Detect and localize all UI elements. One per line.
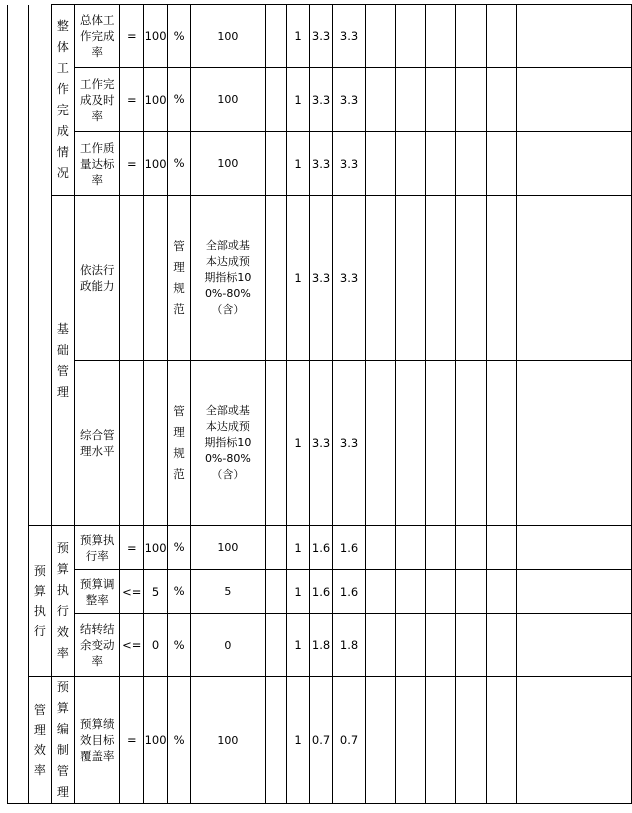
empty-cell <box>365 677 395 804</box>
unit-cell: 管理规范 <box>167 196 190 361</box>
empty-cell <box>365 132 395 196</box>
empty-cell <box>426 132 456 196</box>
empty-cell <box>426 614 456 677</box>
score-cell: 3.3 <box>333 5 366 68</box>
level2-cell: 基础管理 <box>51 196 74 526</box>
weight-cell: 1 <box>287 196 309 361</box>
indicator-name: 总体工作完成率 <box>74 5 119 68</box>
level1-cell: 预算执行 <box>28 526 51 677</box>
empty-cell <box>265 5 287 68</box>
empty-cell <box>395 526 426 570</box>
empty-cell <box>486 132 517 196</box>
standard-cell: 100 <box>191 526 266 570</box>
table-row <box>8 132 632 196</box>
indicator-name: 工作完成及时率 <box>74 68 119 132</box>
empty-cell <box>426 68 456 132</box>
score-cell: 3.3 <box>333 361 366 526</box>
empty-cell <box>486 614 517 677</box>
empty-cell <box>365 361 395 526</box>
empty-cell <box>395 570 426 614</box>
standard-cell: 100 <box>191 132 266 196</box>
target-value-cell: 100 <box>144 132 168 196</box>
operator-cell: = <box>120 5 144 68</box>
weight-cell: 1 <box>287 361 309 526</box>
empty-cell <box>426 570 456 614</box>
empty-cell <box>426 5 456 68</box>
empty-cell <box>517 361 632 526</box>
empty-cell <box>456 570 487 614</box>
table-row <box>8 196 632 361</box>
unit-cell: % <box>167 132 190 196</box>
weight-cell: 1 <box>287 5 309 68</box>
empty-cell <box>395 68 426 132</box>
indicator-name: 预算调整率 <box>74 570 119 614</box>
empty-cell <box>365 526 395 570</box>
indicator-name: 依法行政能力 <box>74 196 119 361</box>
standard-cell: 全部或基本达成预期指标100%-80%（含） <box>191 196 266 361</box>
empty-cell <box>517 526 632 570</box>
empty-cell <box>486 570 517 614</box>
empty-cell <box>456 526 487 570</box>
score-cell: 3.3 <box>309 196 333 361</box>
score-cell: 1.6 <box>309 570 333 614</box>
score-cell: 0.7 <box>333 677 366 804</box>
empty-cell <box>365 614 395 677</box>
score-cell: 1.8 <box>309 614 333 677</box>
empty-cell <box>395 132 426 196</box>
empty-cell <box>395 196 426 361</box>
empty-cell <box>265 570 287 614</box>
empty-cell <box>365 196 395 361</box>
target-value-cell: 5 <box>144 570 168 614</box>
level1-cell <box>28 5 51 526</box>
empty-cell <box>456 68 487 132</box>
indicator-name: 工作质量达标率 <box>74 132 119 196</box>
operator-cell: = <box>120 132 144 196</box>
empty-cell <box>395 614 426 677</box>
score-cell: 3.3 <box>333 68 366 132</box>
score-cell: 1.6 <box>333 526 366 570</box>
empty-cell <box>456 614 487 677</box>
weight-cell: 1 <box>287 570 309 614</box>
empty-cell <box>456 361 487 526</box>
empty-cell <box>486 526 517 570</box>
score-cell: 3.3 <box>333 196 366 361</box>
empty-cell <box>365 68 395 132</box>
empty-cell <box>456 132 487 196</box>
standard-cell: 100 <box>191 677 266 804</box>
empty-cell <box>517 570 632 614</box>
indicator-name: 预算绩效目标覆盖率 <box>74 677 119 804</box>
standard-cell: 0 <box>191 614 266 677</box>
score-cell: 3.3 <box>309 361 333 526</box>
empty-cell <box>265 614 287 677</box>
weight-cell: 1 <box>287 526 309 570</box>
empty-cell <box>517 68 632 132</box>
operator-cell <box>120 196 144 361</box>
empty-cell <box>395 5 426 68</box>
empty-cell <box>517 132 632 196</box>
score-cell: 1.8 <box>333 614 366 677</box>
standard-cell: 5 <box>191 570 266 614</box>
empty-cell <box>486 5 517 68</box>
outer-category-cell <box>8 5 29 804</box>
empty-cell <box>395 361 426 526</box>
unit-cell: % <box>167 614 190 677</box>
indicator-name: 预算执行率 <box>74 526 119 570</box>
standard-cell: 100 <box>191 5 266 68</box>
level2-cell: 整体工作完成情况 <box>51 5 74 196</box>
score-cell: 1.6 <box>333 570 366 614</box>
score-cell: 3.3 <box>309 132 333 196</box>
empty-cell <box>486 677 517 804</box>
empty-cell <box>517 614 632 677</box>
operator-cell: = <box>120 677 144 804</box>
score-cell: 1.6 <box>309 526 333 570</box>
operator-cell: <= <box>120 570 144 614</box>
empty-cell <box>365 5 395 68</box>
indicator-name: 综合管理水平 <box>74 361 119 526</box>
empty-cell <box>426 677 456 804</box>
level2-cell: 预算执行效率 <box>51 526 74 677</box>
target-value-cell: 100 <box>144 5 168 68</box>
empty-cell <box>486 361 517 526</box>
unit-cell: % <box>167 5 190 68</box>
table-row <box>8 677 632 804</box>
operator-cell: <= <box>120 614 144 677</box>
empty-cell <box>486 68 517 132</box>
empty-cell <box>517 5 632 68</box>
empty-cell <box>426 526 456 570</box>
weight-cell: 1 <box>287 614 309 677</box>
score-cell: 3.3 <box>333 132 366 196</box>
empty-cell <box>265 196 287 361</box>
indicator-name: 结转结余变动率 <box>74 614 119 677</box>
operator-cell: = <box>120 526 144 570</box>
performance-indicator-table <box>7 4 632 804</box>
table-row <box>8 68 632 132</box>
table-row <box>8 526 632 570</box>
empty-cell <box>265 132 287 196</box>
score-cell: 0.7 <box>309 677 333 804</box>
unit-cell: % <box>167 68 190 132</box>
empty-cell <box>265 361 287 526</box>
level2-cell: 预算编制管理 <box>51 677 74 804</box>
score-cell: 3.3 <box>309 5 333 68</box>
empty-cell <box>395 677 426 804</box>
table-row <box>8 570 632 614</box>
empty-cell <box>265 68 287 132</box>
empty-cell <box>517 196 632 361</box>
weight-cell: 1 <box>287 677 309 804</box>
empty-cell <box>517 677 632 804</box>
table-row <box>8 614 632 677</box>
score-cell: 3.3 <box>309 68 333 132</box>
target-value-cell <box>144 361 168 526</box>
table-row <box>8 361 632 526</box>
standard-cell: 全部或基本达成预期指标100%-80%（含） <box>191 361 266 526</box>
operator-cell <box>120 361 144 526</box>
empty-cell <box>456 196 487 361</box>
empty-cell <box>426 196 456 361</box>
operator-cell: = <box>120 68 144 132</box>
unit-cell: 管理规范 <box>167 361 190 526</box>
table-row <box>8 5 632 68</box>
weight-cell: 1 <box>287 68 309 132</box>
level1-cell: 管理效率 <box>28 677 51 804</box>
unit-cell: % <box>167 677 190 804</box>
empty-cell <box>426 361 456 526</box>
standard-cell: 100 <box>191 68 266 132</box>
target-value-cell <box>144 196 168 361</box>
empty-cell <box>365 570 395 614</box>
empty-cell <box>486 196 517 361</box>
empty-cell <box>265 526 287 570</box>
weight-cell: 1 <box>287 132 309 196</box>
unit-cell: % <box>167 570 190 614</box>
empty-cell <box>456 677 487 804</box>
empty-cell <box>265 677 287 804</box>
target-value-cell: 100 <box>144 677 168 804</box>
empty-cell <box>456 5 487 68</box>
target-value-cell: 100 <box>144 68 168 132</box>
unit-cell: % <box>167 526 190 570</box>
target-value-cell: 0 <box>144 614 168 677</box>
target-value-cell: 100 <box>144 526 168 570</box>
